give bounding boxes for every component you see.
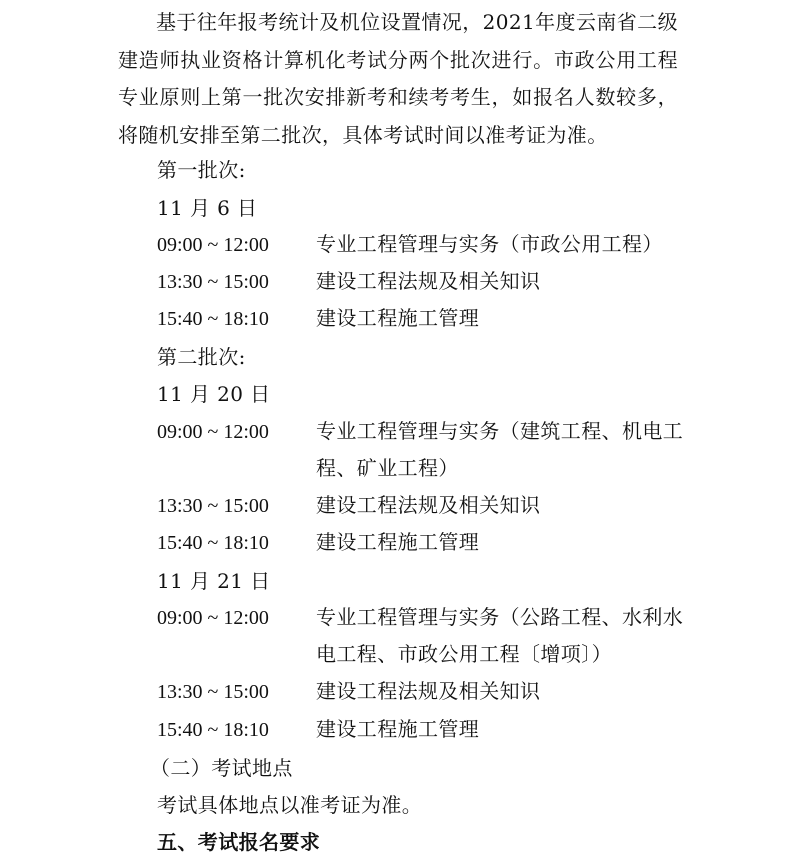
batch2-day1-session1-time: 09:00 ~ 12:00 xyxy=(157,421,269,443)
section5-heading: 五、考试报名要求 xyxy=(157,830,321,854)
batch2-day1-session3-subject: 建设工程施工管理 xyxy=(316,530,480,554)
batch2-day1-date: 11 月 20 日 xyxy=(157,382,271,406)
batch1-session2-time: 13:30 ~ 15:00 xyxy=(157,271,269,293)
batch2-day1-session2-time: 13:30 ~ 15:00 xyxy=(157,495,269,517)
batch2-day1-session1-subject: 专业工程管理与实务（建筑工程、机电工程、矿业工程） xyxy=(316,419,684,480)
batch2-day1-session2-subject: 建设工程法规及相关知识 xyxy=(316,493,541,517)
batch1-session2-subject: 建设工程法规及相关知识 xyxy=(316,269,541,293)
batch1-session3-subject: 建设工程施工管理 xyxy=(316,306,480,330)
batch2-day2-session2-subject: 建设工程法规及相关知识 xyxy=(316,679,541,703)
batch1-label: 第一批次: xyxy=(157,158,246,182)
batch1-session1-time: 09:00 ~ 12:00 xyxy=(157,234,269,256)
batch2-day2-session1-subject: 专业工程管理与实务（公路工程、水利水电工程、市政公用工程〔增项〕） xyxy=(316,605,684,666)
batch2-day1-session3-time: 15:40 ~ 18:10 xyxy=(157,532,269,554)
batch2-day2-session1-time: 09:00 ~ 12:00 xyxy=(157,607,269,629)
batch1-session1-subject: 专业工程管理与实务（市政公用工程） xyxy=(316,232,663,256)
batch1-date: 11 月 6 日 xyxy=(157,196,258,220)
batch2-day2-session3-time: 15:40 ~ 18:10 xyxy=(157,719,269,741)
batch2-day2-session2-time: 13:30 ~ 15:00 xyxy=(157,681,269,703)
batch2-label: 第二批次: xyxy=(157,345,246,369)
location-text: 考试具体地点以准考证为准。 xyxy=(157,793,423,817)
batch2-day2-session3-subject: 建设工程施工管理 xyxy=(316,717,480,741)
batch1-session3-time: 15:40 ~ 18:10 xyxy=(157,308,269,330)
intro-paragraph: 基于往年报考统计及机位设置情况，2021年度云南省二级建造师执业资格计算机化考试分两个批次进行。市政公用工程专业原则上第一批次安排新考和续考考生，如报名人数较多，将随机安排至第二批次，具体考试时间以准考证为准。 xyxy=(118,10,678,147)
location-heading: （二）考试地点 xyxy=(150,756,293,780)
batch2-day2-date: 11 月 21 日 xyxy=(157,569,271,593)
